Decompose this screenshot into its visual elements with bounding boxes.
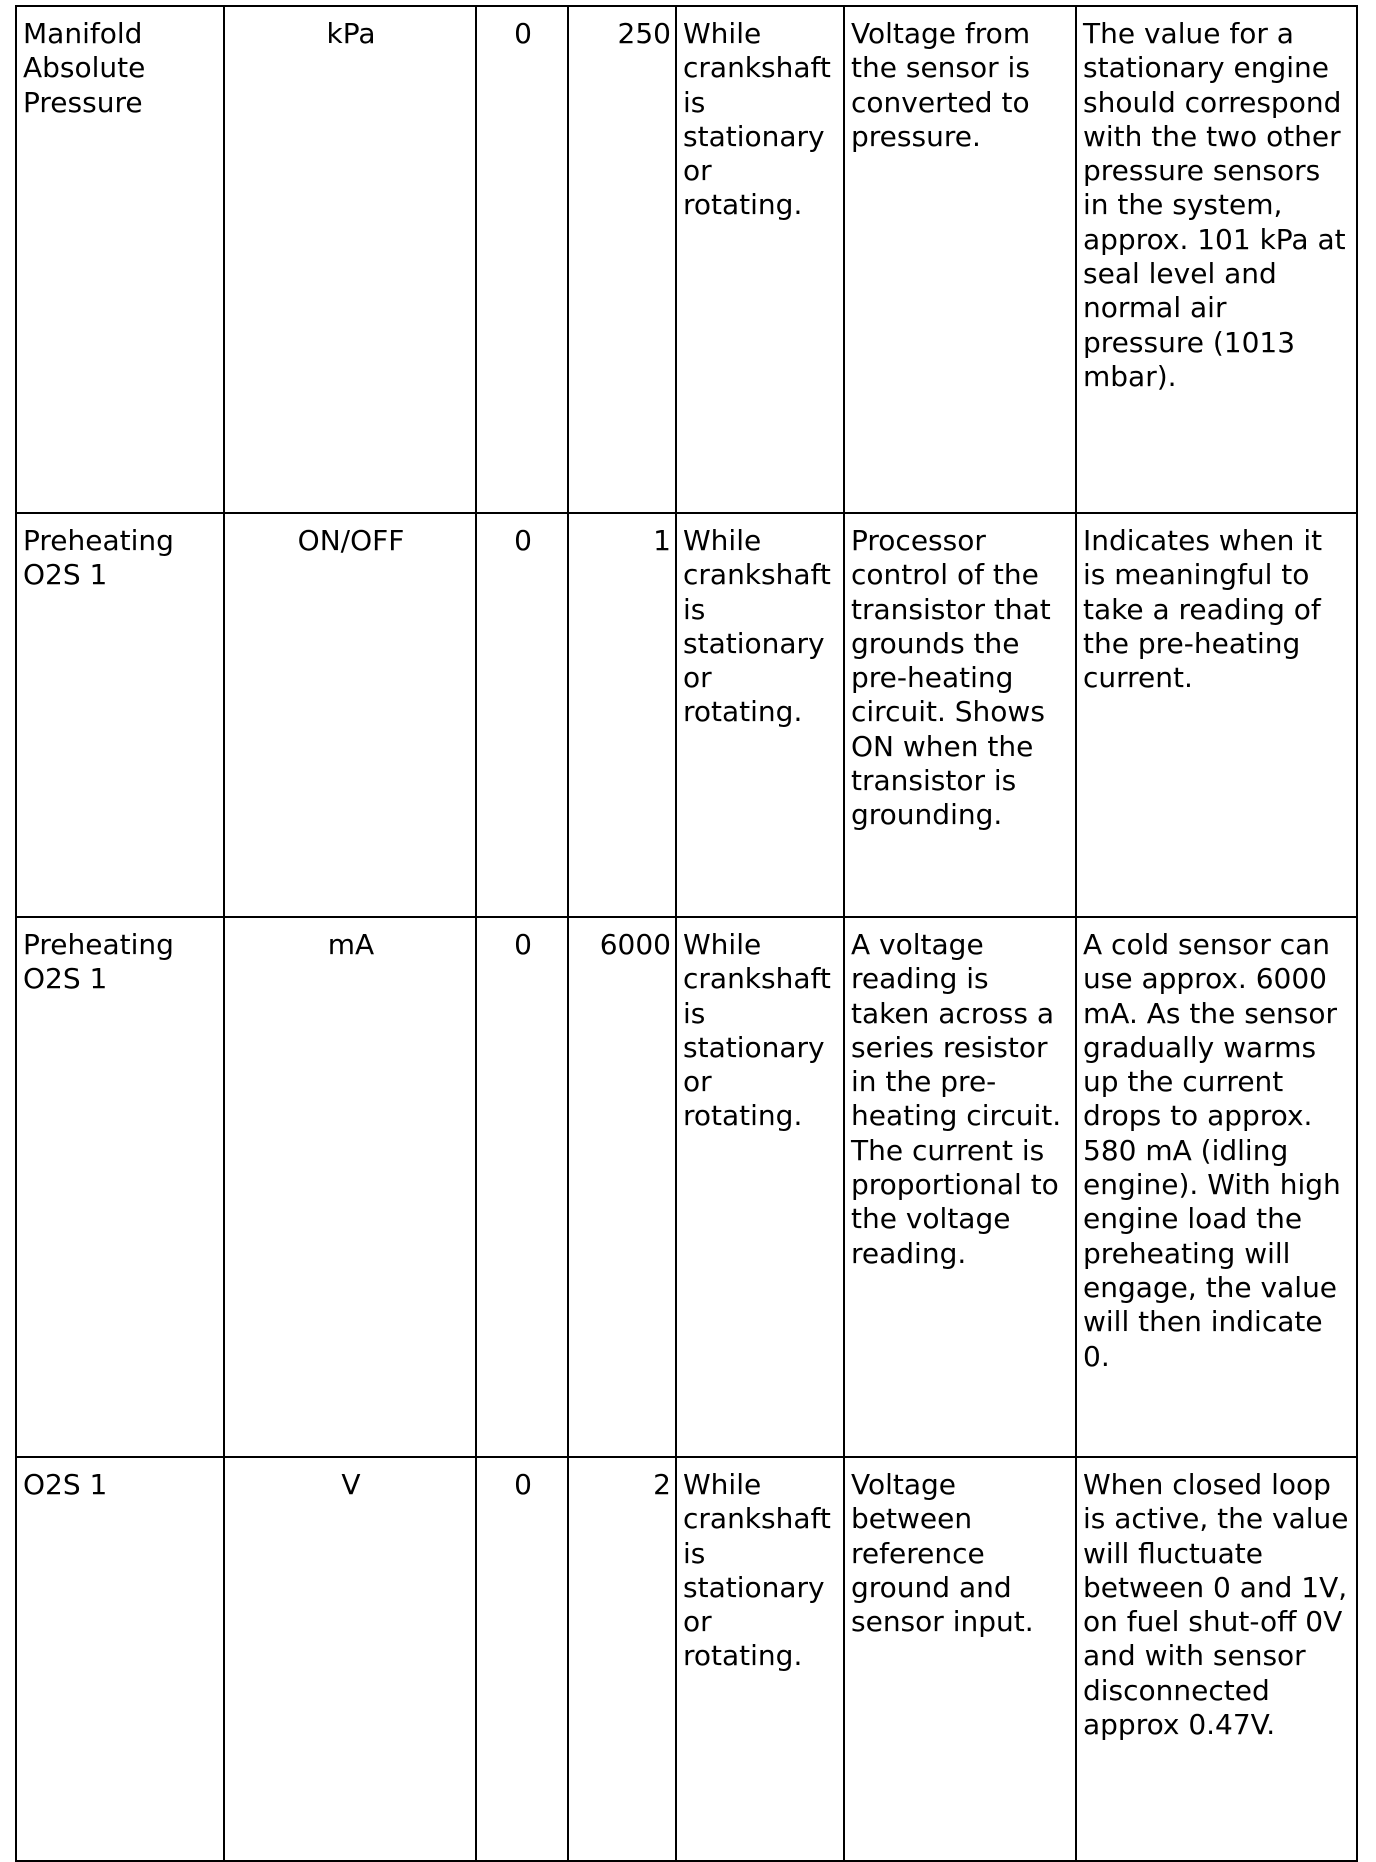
comment-cell: The value for a stationary engine should correspond with the two other pressure sensors in the system, approx. 101 kPa at seal level and normal air pressure (1013 mbar). <box>1076 6 1357 513</box>
parameter-cell: Preheating O2S 1 <box>16 513 224 917</box>
unit-cell: ON/OFF <box>224 513 476 917</box>
min-cell: 0 <box>476 1457 568 1861</box>
condition-cell: While crankshaft is stationary or rotating. <box>676 1457 844 1861</box>
comment-cell: Indicates when it is meaningful to take a reading of the pre-heating current. <box>1076 513 1357 917</box>
parameter-cell: O2S 1 <box>16 1457 224 1861</box>
unit-cell: V <box>224 1457 476 1861</box>
parameter-cell: Manifold Absolute Pressure <box>16 6 224 513</box>
unit-cell: kPa <box>224 6 476 513</box>
unit-cell: mA <box>224 917 476 1457</box>
condition-cell: While crankshaft is stationary or rotating. <box>676 6 844 513</box>
max-cell: 250 <box>568 6 676 513</box>
parameter-cell: Preheating O2S 1 <box>16 917 224 1457</box>
min-cell: 0 <box>476 513 568 917</box>
condition-cell: While crankshaft is stationary or rotating. <box>676 917 844 1457</box>
description-cell: A voltage reading is taken across a series resistor in the pre-heating circuit. The current is proportional to the voltage reading. <box>844 917 1076 1457</box>
condition-cell: While crankshaft is stationary or rotating. <box>676 513 844 917</box>
min-cell: 0 <box>476 917 568 1457</box>
description-cell: Voltage between reference ground and sensor input. <box>844 1457 1076 1861</box>
max-cell: 1 <box>568 513 676 917</box>
table-row <box>16 6 1357 513</box>
comment-cell: When closed loop is active, the value will fluctuate between 0 and 1V, on fuel shut-off 0V and with sensor disconnected approx 0.47V. <box>1076 1457 1357 1861</box>
parameter-table <box>15 5 1358 1862</box>
max-cell: 2 <box>568 1457 676 1861</box>
description-cell: Processor control of the transistor that grounds the pre-heating circuit. Shows ON when the transistor is grounding. <box>844 513 1076 917</box>
table-row <box>16 1457 1357 1861</box>
description-cell: Voltage from the sensor is converted to pressure. <box>844 6 1076 513</box>
min-cell: 0 <box>476 6 568 513</box>
table-row <box>16 513 1357 917</box>
max-cell: 6000 <box>568 917 676 1457</box>
comment-cell: A cold sensor can use approx. 6000 mA. As the sensor gradually warms up the current drops to approx. 580 mA (idling engine). With high engine load the preheating will engage, the value will then indicate 0. <box>1076 917 1357 1457</box>
table-row <box>16 917 1357 1457</box>
